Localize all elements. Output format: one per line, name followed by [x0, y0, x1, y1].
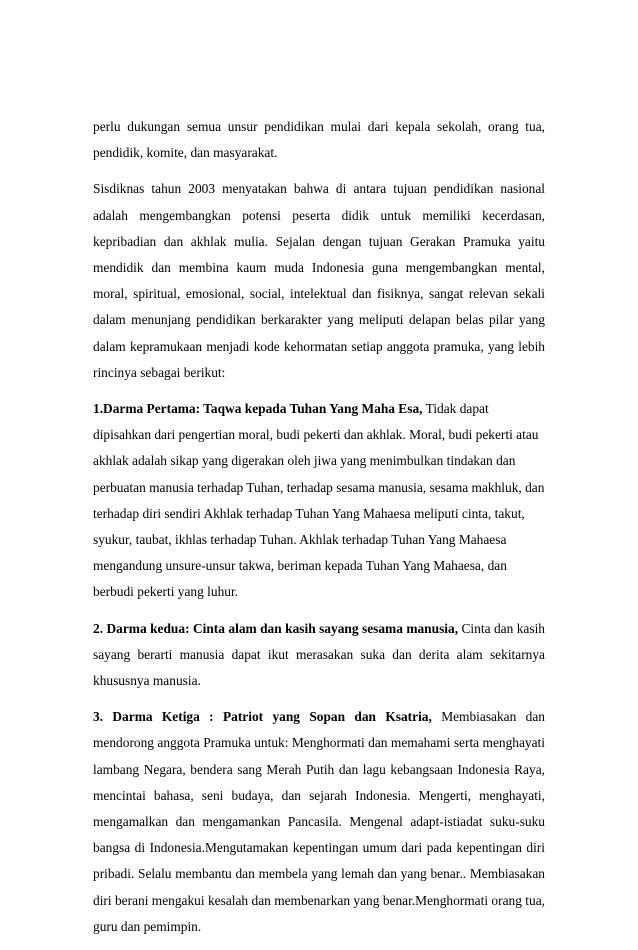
section-darma-pertama [93, 396, 545, 606]
section-body-darma-ketiga: Membiasakan dan mendorong anggota Pramuka untuk: Menghormati dan memahami serta menghayati lambang Negara, bendera sang Merah Putih dan lagu kebangsaan Indonesia Raya, mencintai bahasa, seni budaya, dan sejarah Indonesia. Mengerti, menghayati, mengamalkan dan mengamankan Pancasila. Mengenal adapt-istiadat suku-suku bangsa di Indonesia.Mengutamakan kepentingan umum dari pada kepentingan diri pribadi. Selalu membantu dan membela yang lemah dan yang benar.. Membiasakan diri berani mengakui kesalah dan membenarkan yang benar.Menghormati orang tua, guru dan pemimpin. [93, 709, 545, 934]
section-body-darma-pertama: Tidak dapat dipisahkan dari pengertian moral, budi pekerti dan akhlak. Moral, budi pekerti atau akhlak adalah sikap yang digerakan oleh jiwa yang menimbulkan tindakan dan perbuatan manusia terhadap Tuhan, terhadap sesama manusia, sesama makhluk, dan terhadap diri sendiri Akhlak terhadap Tuhan Yang Mahaesa meliputi cinta, takut, syukur, taubat, ikhlas terhadap Tuhan. Akhlak terhadap Tuhan Yang Mahaesa mengandung unsure-unsur takwa, beriman kepada Tuhan Yang Mahaesa, dan berbudi pekerti yang luhur. [93, 401, 545, 600]
section-title-darma-pertama: 1.Darma Pertama: Taqwa kepada Tuhan Yang Maha Esa, [93, 401, 423, 417]
document-page [93, 114, 545, 950]
section-title-darma-kedua: 2. Darma kedua: Cinta alam dan kasih sayang sesama manusia, [93, 620, 459, 636]
paragraph-sisdiknas: Sisdiknas tahun 2003 menyatakan bahwa di antara tujuan pendidikan nasional adalah mengembangkan potensi peserta didik untuk memiliki kecerdasan, kepribadian dan akhlak mulia. Sejalan dengan tujuan Gerakan Pramuka yaitu mendidik dan membina kaum muda Indonesia guna mengembangkan mental, moral, spiritual, emosional, social, intelektual dan fisiknya, sangat relevan sekali dalam menunjang pendidikan berkarakter yang meliputi delapan belas pilar yang dalam kepramukaan menjadi kode kehormatan setiap anggota pramuka, yang lebih rincinya sebagai berikut: [93, 181, 545, 380]
section-body-darma-kedua: Cinta dan kasih sayang berarti manusia dapat ikut merasakan suka dan derita alam sekitarnya khususnya manusia. [93, 620, 545, 689]
paragraph-intro: perlu dukungan semua unsur pendidikan mulai dari kepala sekolah, orang tua, pendidik, komite, dan masyarakat. [93, 119, 545, 161]
section-darma-kedua [93, 616, 545, 695]
section-title-darma-ketiga: 3. Darma Ketiga : Patriot yang Sopan dan Ksatria, [93, 709, 432, 725]
section-darma-ketiga [93, 704, 545, 940]
